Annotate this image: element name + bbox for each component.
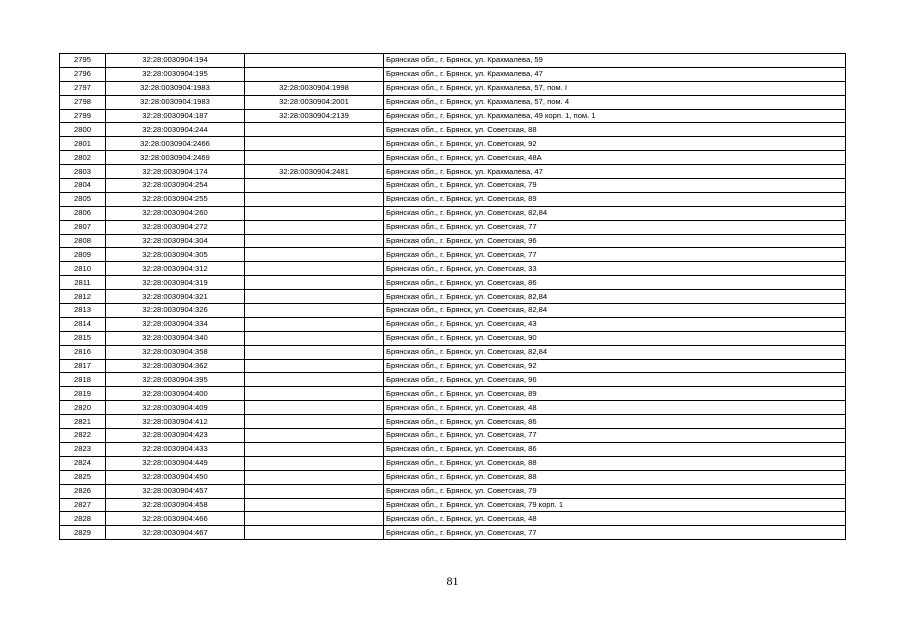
address-cell: Брянская обл., г. Брянск, ул. Советская, 86 <box>384 276 846 290</box>
address-cell: Брянская обл., г. Брянск, ул. Советская, 79 <box>384 484 846 498</box>
sub-cadastral-number-cell <box>245 262 384 276</box>
address-cell: Брянская обл., г. Брянск, ул. Советская, 82,84 <box>384 290 846 304</box>
cadastral-number-cell: 32:28:0030904:305 <box>106 248 245 262</box>
address-cell: Брянская обл., г. Брянск, ул. Советская, 43 <box>384 317 846 331</box>
table-row <box>60 345 846 359</box>
table-row <box>60 192 846 206</box>
sub-cadastral-number-cell <box>245 498 384 512</box>
table-row <box>60 415 846 429</box>
row-number-cell: 2812 <box>60 290 106 304</box>
cadastral-number-cell: 32:28:0030904:255 <box>106 192 245 206</box>
sub-cadastral-number-cell <box>245 137 384 151</box>
sub-cadastral-number-cell <box>245 401 384 415</box>
registry-table-body <box>60 54 846 540</box>
table-row <box>60 317 846 331</box>
cadastral-number-cell: 32:28:0030904:450 <box>106 470 245 484</box>
sub-cadastral-number-cell: 32:28:0030904:2481 <box>245 165 384 179</box>
address-cell: Брянская обл., г. Брянск, ул. Советская, 48 <box>384 401 846 415</box>
sub-cadastral-number-cell <box>245 415 384 429</box>
address-cell: Брянская обл., г. Брянск, ул. Крахмалева, 57, пом. 4 <box>384 95 846 109</box>
row-number-cell: 2808 <box>60 234 106 248</box>
cadastral-number-cell: 32:28:0030904:340 <box>106 331 245 345</box>
sub-cadastral-number-cell <box>245 345 384 359</box>
address-cell: Брянская обл., г. Брянск, ул. Советская, 48А <box>384 151 846 165</box>
table-row <box>60 526 846 540</box>
table-row <box>60 359 846 373</box>
row-number-cell: 2821 <box>60 415 106 429</box>
sub-cadastral-number-cell <box>245 304 384 318</box>
row-number-cell: 2819 <box>60 387 106 401</box>
row-number-cell: 2817 <box>60 359 106 373</box>
address-cell: Брянская обл., г. Брянск, ул. Советская, 88 <box>384 456 846 470</box>
cadastral-number-cell: 32:28:0030904:458 <box>106 498 245 512</box>
cadastral-number-cell: 32:28:0030904:260 <box>106 206 245 220</box>
address-cell: Брянская обл., г. Брянск, ул. Советская, 88 <box>384 470 846 484</box>
sub-cadastral-number-cell <box>245 456 384 470</box>
table-row <box>60 81 846 95</box>
table-row <box>60 429 846 443</box>
row-number-cell: 2809 <box>60 248 106 262</box>
table-row <box>60 95 846 109</box>
cadastral-number-cell: 32:28:0030904:321 <box>106 290 245 304</box>
address-cell: Брянская обл., г. Брянск, ул. Советская, 89 <box>384 192 846 206</box>
table-row <box>60 123 846 137</box>
cadastral-number-cell: 32:28:0030904:326 <box>106 304 245 318</box>
address-cell: Брянская обл., г. Брянск, ул. Советская, 48 <box>384 512 846 526</box>
table-row <box>60 387 846 401</box>
table-row <box>60 220 846 234</box>
sub-cadastral-number-cell <box>245 290 384 304</box>
table-row <box>60 151 846 165</box>
cadastral-number-cell: 32:28:0030904:395 <box>106 373 245 387</box>
cadastral-number-cell: 32:28:0030904:254 <box>106 179 245 193</box>
row-number-cell: 2822 <box>60 429 106 443</box>
row-number-cell: 2820 <box>60 401 106 415</box>
address-cell: Брянская обл., г. Брянск, ул. Советская, 92 <box>384 359 846 373</box>
address-cell: Брянская обл., г. Брянск, ул. Советская, 79 корп. 1 <box>384 498 846 512</box>
row-number-cell: 2803 <box>60 165 106 179</box>
sub-cadastral-number-cell <box>245 359 384 373</box>
cadastral-number-cell: 32:28:0030904:409 <box>106 401 245 415</box>
table-row <box>60 248 846 262</box>
sub-cadastral-number-cell <box>245 276 384 290</box>
sub-cadastral-number-cell <box>245 179 384 193</box>
sub-cadastral-number-cell <box>245 331 384 345</box>
sub-cadastral-number-cell <box>245 317 384 331</box>
cadastral-number-cell: 32:28:0030904:457 <box>106 484 245 498</box>
table-row <box>60 512 846 526</box>
address-cell: Брянская обл., г. Брянск, ул. Крахмалева, 47 <box>384 67 846 81</box>
cadastral-number-cell: 32:28:0030904:187 <box>106 109 245 123</box>
row-number-cell: 2825 <box>60 470 106 484</box>
row-number-cell: 2816 <box>60 345 106 359</box>
sub-cadastral-number-cell <box>245 429 384 443</box>
address-cell: Брянская обл., г. Брянск, ул. Советская, 96 <box>384 373 846 387</box>
row-number-cell: 2827 <box>60 498 106 512</box>
row-number-cell: 2799 <box>60 109 106 123</box>
row-number-cell: 2795 <box>60 54 106 68</box>
sub-cadastral-number-cell <box>245 54 384 68</box>
table-row <box>60 484 846 498</box>
table-row <box>60 442 846 456</box>
table-row <box>60 179 846 193</box>
cadastral-number-cell: 32:28:0030904:412 <box>106 415 245 429</box>
row-number-cell: 2804 <box>60 179 106 193</box>
sub-cadastral-number-cell <box>245 387 384 401</box>
cadastral-number-cell: 32:28:0030904:244 <box>106 123 245 137</box>
cadastral-number-cell: 32:28:0030904:358 <box>106 345 245 359</box>
cadastral-number-cell: 32:28:0030904:1983 <box>106 95 245 109</box>
row-number-cell: 2798 <box>60 95 106 109</box>
table-row <box>60 290 846 304</box>
row-number-cell: 2810 <box>60 262 106 276</box>
property-registry-table <box>59 53 846 540</box>
cadastral-number-cell: 32:28:0030904:1983 <box>106 81 245 95</box>
table-row <box>60 470 846 484</box>
row-number-cell: 2800 <box>60 123 106 137</box>
cadastral-number-cell: 32:28:0030904:195 <box>106 67 245 81</box>
table-row <box>60 498 846 512</box>
table-row <box>60 165 846 179</box>
sub-cadastral-number-cell <box>245 220 384 234</box>
cadastral-number-cell: 32:28:0030904:2469 <box>106 151 245 165</box>
sub-cadastral-number-cell <box>245 67 384 81</box>
cadastral-number-cell: 32:28:0030904:312 <box>106 262 245 276</box>
address-cell: Брянская обл., г. Брянск, ул. Советская, 88 <box>384 123 846 137</box>
table-row <box>60 67 846 81</box>
sub-cadastral-number-cell <box>245 373 384 387</box>
sub-cadastral-number-cell <box>245 123 384 137</box>
address-cell: Брянская обл., г. Брянск, ул. Советская, 77 <box>384 526 846 540</box>
row-number-cell: 2829 <box>60 526 106 540</box>
sub-cadastral-number-cell <box>245 512 384 526</box>
cadastral-number-cell: 32:28:0030904:466 <box>106 512 245 526</box>
address-cell: Брянская обл., г. Брянск, ул. Советская, 90 <box>384 331 846 345</box>
table-row <box>60 331 846 345</box>
table-row <box>60 262 846 276</box>
row-number-cell: 2818 <box>60 373 106 387</box>
row-number-cell: 2811 <box>60 276 106 290</box>
row-number-cell: 2815 <box>60 331 106 345</box>
address-cell: Брянская обл., г. Брянск, ул. Крахмалева, 47 <box>384 165 846 179</box>
address-cell: Брянская обл., г. Брянск, ул. Крахмалева, 49 корп. 1, пом. 1 <box>384 109 846 123</box>
cadastral-number-cell: 32:28:0030904:362 <box>106 359 245 373</box>
sub-cadastral-number-cell <box>245 206 384 220</box>
row-number-cell: 2797 <box>60 81 106 95</box>
address-cell: Брянская обл., г. Брянск, ул. Советская, 89 <box>384 387 846 401</box>
address-cell: Брянская обл., г. Брянск, ул. Советская, 82,84 <box>384 206 846 220</box>
sub-cadastral-number-cell: 32:28:0030904:2001 <box>245 95 384 109</box>
table-row <box>60 373 846 387</box>
row-number-cell: 2805 <box>60 192 106 206</box>
cadastral-number-cell: 32:28:0030904:272 <box>106 220 245 234</box>
row-number-cell: 2824 <box>60 456 106 470</box>
sub-cadastral-number-cell <box>245 192 384 206</box>
address-cell: Брянская обл., г. Брянск, ул. Крахмалева, 57, пом. I <box>384 81 846 95</box>
sub-cadastral-number-cell: 32:28:0030904:2139 <box>245 109 384 123</box>
address-cell: Брянская обл., г. Брянск, ул. Советская, 79 <box>384 179 846 193</box>
row-number-cell: 2801 <box>60 137 106 151</box>
row-number-cell: 2828 <box>60 512 106 526</box>
row-number-cell: 2826 <box>60 484 106 498</box>
cadastral-number-cell: 32:28:0030904:319 <box>106 276 245 290</box>
cadastral-number-cell: 32:28:0030904:334 <box>106 317 245 331</box>
table-row <box>60 137 846 151</box>
row-number-cell: 2823 <box>60 442 106 456</box>
table-row <box>60 276 846 290</box>
address-cell: Брянская обл., г. Брянск, ул. Советская, 82,84 <box>384 304 846 318</box>
sub-cadastral-number-cell <box>245 248 384 262</box>
sub-cadastral-number-cell <box>245 442 384 456</box>
address-cell: Брянская обл., г. Брянск, ул. Советская, 77 <box>384 248 846 262</box>
cadastral-number-cell: 32:28:0030904:423 <box>106 429 245 443</box>
address-cell: Брянская обл., г. Брянск, ул. Советская, 77 <box>384 429 846 443</box>
sub-cadastral-number-cell <box>245 526 384 540</box>
cadastral-number-cell: 32:28:0030904:467 <box>106 526 245 540</box>
sub-cadastral-number-cell <box>245 234 384 248</box>
address-cell: Брянская обл., г. Брянск, ул. Советская, 86 <box>384 415 846 429</box>
row-number-cell: 2813 <box>60 304 106 318</box>
address-cell: Брянская обл., г. Брянск, ул. Советская, 77 <box>384 220 846 234</box>
address-cell: Брянская обл., г. Брянск, ул. Крахмалева, 59 <box>384 54 846 68</box>
table-row <box>60 456 846 470</box>
table-row <box>60 401 846 415</box>
cadastral-number-cell: 32:28:0030904:174 <box>106 165 245 179</box>
table-row <box>60 109 846 123</box>
sub-cadastral-number-cell <box>245 484 384 498</box>
address-cell: Брянская обл., г. Брянск, ул. Советская, 86 <box>384 442 846 456</box>
row-number-cell: 2807 <box>60 220 106 234</box>
cadastral-number-cell: 32:28:0030904:304 <box>106 234 245 248</box>
table-row <box>60 206 846 220</box>
address-cell: Брянская обл., г. Брянск, ул. Советская, 96 <box>384 234 846 248</box>
address-cell: Брянская обл., г. Брянск, ул. Советская, 92 <box>384 137 846 151</box>
cadastral-number-cell: 32:28:0030904:433 <box>106 442 245 456</box>
row-number-cell: 2796 <box>60 67 106 81</box>
sub-cadastral-number-cell <box>245 470 384 484</box>
table-row <box>60 234 846 248</box>
row-number-cell: 2802 <box>60 151 106 165</box>
cadastral-number-cell: 32:28:0030904:2466 <box>106 137 245 151</box>
cadastral-number-cell: 32:28:0030904:449 <box>106 456 245 470</box>
row-number-cell: 2806 <box>60 206 106 220</box>
address-cell: Брянская обл., г. Брянск, ул. Советская, 33 <box>384 262 846 276</box>
page-number: 81 <box>446 574 459 588</box>
cadastral-number-cell: 32:28:0030904:194 <box>106 54 245 68</box>
sub-cadastral-number-cell <box>245 151 384 165</box>
table-row <box>60 304 846 318</box>
table-row <box>60 54 846 68</box>
address-cell: Брянская обл., г. Брянск, ул. Советская, 82,84 <box>384 345 846 359</box>
sub-cadastral-number-cell: 32:28:0030904:1998 <box>245 81 384 95</box>
row-number-cell: 2814 <box>60 317 106 331</box>
cadastral-number-cell: 32:28:0030904:400 <box>106 387 245 401</box>
